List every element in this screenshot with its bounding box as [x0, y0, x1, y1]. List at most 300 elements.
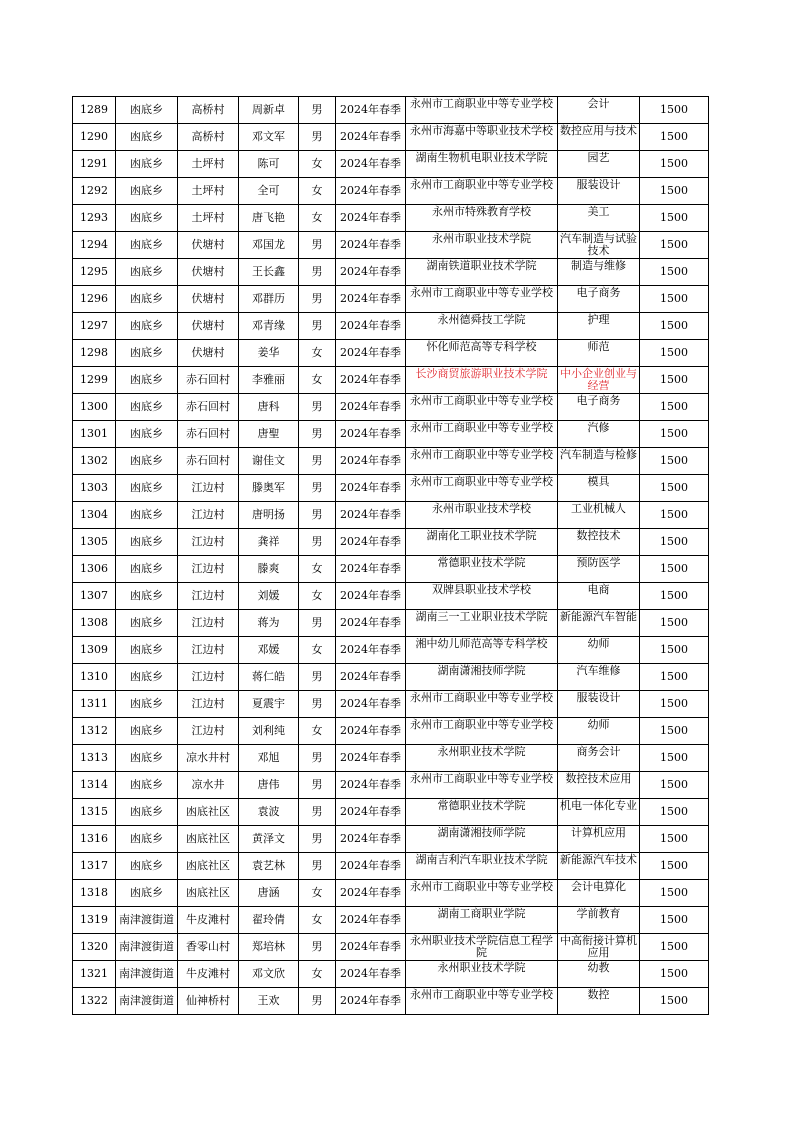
- amount-cell: 1500: [640, 124, 709, 151]
- village-cell: 凼底社区: [178, 880, 239, 907]
- amount-cell: 1500: [640, 961, 709, 988]
- major-cell: [558, 286, 640, 313]
- township-cell: 南津渡街道: [116, 934, 178, 961]
- major-text: 新能源汽车技术: [560, 853, 637, 866]
- table-row: [73, 529, 709, 556]
- school-cell: [406, 232, 558, 259]
- table-row: [73, 340, 709, 367]
- school-cell: [406, 880, 558, 907]
- school-text: 永州市工商职业中等专业学校: [410, 97, 553, 110]
- gender-cell: 男: [299, 664, 336, 691]
- major-text: 师范: [587, 340, 610, 353]
- student-name-cell: 邓旭: [239, 745, 299, 772]
- table-row: [73, 583, 709, 610]
- amount-cell: 1500: [640, 286, 709, 313]
- township-cell: 凼底乡: [116, 205, 178, 232]
- semester-cell: 2024年春季: [336, 691, 406, 718]
- township-cell: 凼底乡: [116, 529, 178, 556]
- school-cell: [406, 259, 558, 286]
- amount-cell: 1500: [640, 205, 709, 232]
- semester-cell: 2024年春季: [336, 556, 406, 583]
- student-name-cell: 李雅丽: [239, 367, 299, 394]
- school-text: 永州市工商职业中等专业学校: [410, 394, 553, 407]
- major-cell: [558, 853, 640, 880]
- major-text: 新能源汽车智能: [560, 610, 637, 623]
- semester-cell: 2024年春季: [336, 637, 406, 664]
- major-text: 数控应用与技术: [560, 124, 637, 137]
- school-text: 湖南潇湘技师学院: [437, 826, 526, 839]
- village-cell: 伏塘村: [178, 313, 239, 340]
- semester-cell: 2024年春季: [336, 529, 406, 556]
- table-row: [73, 772, 709, 799]
- major-cell: [558, 178, 640, 205]
- major-text: 会计电算化: [571, 880, 626, 893]
- semester-cell: 2024年春季: [336, 448, 406, 475]
- amount-cell: 1500: [640, 313, 709, 340]
- major-text: 服装设计: [576, 178, 621, 191]
- gender-cell: 男: [299, 313, 336, 340]
- major-cell: [558, 529, 640, 556]
- school-cell: [406, 718, 558, 745]
- township-cell: 凼底乡: [116, 502, 178, 529]
- gender-cell: 男: [299, 394, 336, 421]
- row-number-cell: 1316: [73, 826, 116, 853]
- major-text: 数控: [587, 988, 610, 1001]
- gender-cell: 男: [299, 286, 336, 313]
- major-cell: [558, 124, 640, 151]
- row-number-cell: 1317: [73, 853, 116, 880]
- major-text: 中小企业创业与经营: [560, 367, 637, 392]
- row-number-cell: 1290: [73, 124, 116, 151]
- school-cell: [406, 907, 558, 934]
- table-row: [73, 664, 709, 691]
- village-cell: 凼底社区: [178, 853, 239, 880]
- gender-cell: 男: [299, 934, 336, 961]
- student-name-cell: 蒋为: [239, 610, 299, 637]
- amount-cell: 1500: [640, 151, 709, 178]
- village-cell: 江边村: [178, 475, 239, 502]
- school-cell: [406, 637, 558, 664]
- semester-cell: 2024年春季: [336, 988, 406, 1015]
- gender-cell: 男: [299, 421, 336, 448]
- row-number-cell: 1299: [73, 367, 116, 394]
- row-number-cell: 1307: [73, 583, 116, 610]
- major-cell: [558, 394, 640, 421]
- table-row: [73, 745, 709, 772]
- school-text: 永州市职业技术学院: [432, 232, 531, 245]
- row-number-cell: 1311: [73, 691, 116, 718]
- school-cell: [406, 97, 558, 124]
- student-name-cell: 邓文欣: [239, 961, 299, 988]
- gender-cell: 男: [299, 502, 336, 529]
- village-cell: 江边村: [178, 664, 239, 691]
- school-text: 永州市工商职业中等专业学校: [410, 880, 553, 893]
- school-text: 湖南化工职业技术学院: [426, 529, 537, 542]
- village-cell: 江边村: [178, 691, 239, 718]
- major-cell: [558, 772, 640, 799]
- amount-cell: 1500: [640, 232, 709, 259]
- village-cell: 伏塘村: [178, 286, 239, 313]
- amount-cell: 1500: [640, 394, 709, 421]
- school-text: 永州市工商职业中等专业学校: [410, 772, 553, 785]
- gender-cell: 男: [299, 745, 336, 772]
- semester-cell: 2024年春季: [336, 421, 406, 448]
- township-cell: 凼底乡: [116, 826, 178, 853]
- gender-cell: 男: [299, 232, 336, 259]
- major-text: 机电一体化专业: [560, 799, 637, 812]
- major-cell: [558, 583, 640, 610]
- school-text: 永州市工商职业中等专业学校: [410, 691, 553, 704]
- major-text: 汽车制造与试验技术: [560, 232, 637, 257]
- semester-cell: 2024年春季: [336, 394, 406, 421]
- row-number-cell: 1318: [73, 880, 116, 907]
- township-cell: 凼底乡: [116, 664, 178, 691]
- table-row: [73, 637, 709, 664]
- student-name-cell: 王长鑫: [239, 259, 299, 286]
- township-cell: 凼底乡: [116, 97, 178, 124]
- gender-cell: 男: [299, 475, 336, 502]
- village-cell: 土坪村: [178, 151, 239, 178]
- major-text: 电子商务: [576, 394, 621, 407]
- school-cell: [406, 286, 558, 313]
- major-cell: [558, 961, 640, 988]
- semester-cell: 2024年春季: [336, 907, 406, 934]
- school-text: 永州市工商职业中等专业学校: [410, 448, 553, 461]
- village-cell: 赤石回村: [178, 394, 239, 421]
- row-number-cell: 1312: [73, 718, 116, 745]
- township-cell: 凼底乡: [116, 610, 178, 637]
- row-number-cell: 1305: [73, 529, 116, 556]
- semester-cell: 2024年春季: [336, 313, 406, 340]
- township-cell: 凼底乡: [116, 880, 178, 907]
- student-name-cell: 唐聖: [239, 421, 299, 448]
- table-row: [73, 988, 709, 1015]
- school-cell: [406, 448, 558, 475]
- amount-cell: 1500: [640, 475, 709, 502]
- village-cell: 牛皮滩村: [178, 961, 239, 988]
- school-cell: [406, 664, 558, 691]
- semester-cell: 2024年春季: [336, 583, 406, 610]
- student-name-cell: 邓国龙: [239, 232, 299, 259]
- village-cell: 土坪村: [178, 178, 239, 205]
- amount-cell: 1500: [640, 826, 709, 853]
- table-row: [73, 205, 709, 232]
- row-number-cell: 1304: [73, 502, 116, 529]
- township-cell: 凼底乡: [116, 151, 178, 178]
- village-cell: 高桥村: [178, 124, 239, 151]
- table-row: [73, 610, 709, 637]
- village-cell: 牛皮滩村: [178, 907, 239, 934]
- amount-cell: 1500: [640, 421, 709, 448]
- major-cell: [558, 664, 640, 691]
- village-cell: 江边村: [178, 529, 239, 556]
- township-cell: 凼底乡: [116, 718, 178, 745]
- amount-cell: 1500: [640, 772, 709, 799]
- amount-cell: 1500: [640, 502, 709, 529]
- school-text: 怀化师范高等专科学校: [426, 340, 537, 353]
- student-name-cell: 唐科: [239, 394, 299, 421]
- major-text: 数控技术应用: [565, 772, 632, 785]
- school-cell: [406, 583, 558, 610]
- student-name-cell: 唐涵: [239, 880, 299, 907]
- gender-cell: 男: [299, 691, 336, 718]
- major-text: 计算机应用: [571, 826, 626, 839]
- school-text: 永州市工商职业中等专业学校: [410, 421, 553, 434]
- student-name-cell: 夏震宇: [239, 691, 299, 718]
- school-text: 永州市工商职业中等专业学校: [410, 718, 553, 731]
- semester-cell: 2024年春季: [336, 826, 406, 853]
- row-number-cell: 1315: [73, 799, 116, 826]
- village-cell: 江边村: [178, 502, 239, 529]
- gender-cell: 男: [299, 448, 336, 475]
- semester-cell: 2024年春季: [336, 853, 406, 880]
- row-number-cell: 1295: [73, 259, 116, 286]
- major-cell: [558, 556, 640, 583]
- school-cell: [406, 475, 558, 502]
- school-text: 湖南吉利汽车职业技术学院: [415, 853, 548, 866]
- major-cell: [558, 205, 640, 232]
- row-number-cell: 1320: [73, 934, 116, 961]
- school-cell: [406, 151, 558, 178]
- student-name-cell: 翟玲倩: [239, 907, 299, 934]
- table-row: [73, 313, 709, 340]
- township-cell: 凼底乡: [116, 178, 178, 205]
- gender-cell: 男: [299, 988, 336, 1015]
- row-number-cell: 1306: [73, 556, 116, 583]
- amount-cell: 1500: [640, 934, 709, 961]
- school-text: 永州德舜技工学院: [437, 313, 526, 326]
- major-text: 数控技术: [576, 529, 621, 542]
- school-text: 永州市工商职业中等专业学校: [410, 286, 553, 299]
- major-cell: [558, 232, 640, 259]
- row-number-cell: 1310: [73, 664, 116, 691]
- township-cell: 凼底乡: [116, 340, 178, 367]
- student-name-cell: 龚祥: [239, 529, 299, 556]
- table-row: [73, 934, 709, 961]
- major-cell: [558, 826, 640, 853]
- major-text: 幼师: [587, 637, 610, 650]
- village-cell: 凼底社区: [178, 799, 239, 826]
- village-cell: 赤石回村: [178, 448, 239, 475]
- township-cell: 凼底乡: [116, 853, 178, 880]
- gender-cell: 女: [299, 367, 336, 394]
- table-row: [73, 475, 709, 502]
- amount-cell: 1500: [640, 610, 709, 637]
- major-text: 工业机械人: [571, 502, 626, 515]
- township-cell: 南津渡街道: [116, 988, 178, 1015]
- semester-cell: 2024年春季: [336, 178, 406, 205]
- student-name-cell: 蒋仁皓: [239, 664, 299, 691]
- table-row: [73, 97, 709, 124]
- amount-cell: 1500: [640, 340, 709, 367]
- row-number-cell: 1296: [73, 286, 116, 313]
- semester-cell: 2024年春季: [336, 934, 406, 961]
- student-name-cell: 陈可: [239, 151, 299, 178]
- major-text: 园艺: [587, 151, 610, 164]
- row-number-cell: 1289: [73, 97, 116, 124]
- amount-cell: 1500: [640, 718, 709, 745]
- student-name-cell: 王欢: [239, 988, 299, 1015]
- amount-cell: 1500: [640, 853, 709, 880]
- student-name-cell: 谢佳文: [239, 448, 299, 475]
- major-text: 幼教: [587, 961, 610, 974]
- major-text: 护理: [587, 313, 610, 326]
- village-cell: 江边村: [178, 637, 239, 664]
- school-text: 永州市特殊教育学校: [432, 205, 531, 218]
- table-row: [73, 853, 709, 880]
- school-text: 湖南工商职业学院: [437, 907, 526, 920]
- amount-cell: 1500: [640, 556, 709, 583]
- gender-cell: 女: [299, 718, 336, 745]
- major-text: 汽车维修: [576, 664, 621, 677]
- village-cell: 江边村: [178, 583, 239, 610]
- major-cell: [558, 475, 640, 502]
- major-text: 会计: [587, 97, 610, 110]
- major-text: 汽车制造与检修: [560, 448, 637, 461]
- semester-cell: 2024年春季: [336, 961, 406, 988]
- semester-cell: 2024年春季: [336, 502, 406, 529]
- school-text: 湖南三一工业职业技术学院: [415, 610, 548, 623]
- school-cell: [406, 961, 558, 988]
- village-cell: 赤石回村: [178, 367, 239, 394]
- township-cell: 凼底乡: [116, 583, 178, 610]
- major-cell: [558, 718, 640, 745]
- table-row: [73, 259, 709, 286]
- table-row: [73, 880, 709, 907]
- school-cell: [406, 313, 558, 340]
- table-row: [73, 151, 709, 178]
- row-number-cell: 1319: [73, 907, 116, 934]
- school-cell: [406, 772, 558, 799]
- major-text: 幼师: [587, 718, 610, 731]
- school-cell: [406, 691, 558, 718]
- table-row: [73, 232, 709, 259]
- township-cell: 南津渡街道: [116, 907, 178, 934]
- village-cell: 伏塘村: [178, 340, 239, 367]
- semester-cell: 2024年春季: [336, 205, 406, 232]
- township-cell: 凼底乡: [116, 421, 178, 448]
- major-text: 汽修: [587, 421, 610, 434]
- gender-cell: 男: [299, 826, 336, 853]
- row-number-cell: 1297: [73, 313, 116, 340]
- school-cell: [406, 745, 558, 772]
- gender-cell: 女: [299, 151, 336, 178]
- student-subsidy-table: [72, 96, 709, 1015]
- school-text: 永州市工商职业中等专业学校: [410, 988, 553, 1001]
- school-cell: [406, 934, 558, 961]
- school-cell: [406, 124, 558, 151]
- table-row: [73, 691, 709, 718]
- row-number-cell: 1309: [73, 637, 116, 664]
- township-cell: 凼底乡: [116, 313, 178, 340]
- semester-cell: 2024年春季: [336, 718, 406, 745]
- amount-cell: 1500: [640, 583, 709, 610]
- village-cell: 伏塘村: [178, 232, 239, 259]
- student-name-cell: 滕爽: [239, 556, 299, 583]
- major-text: 服装设计: [576, 691, 621, 704]
- table-row: [73, 718, 709, 745]
- village-cell: 凉水井: [178, 772, 239, 799]
- village-cell: 凉水井村: [178, 745, 239, 772]
- school-text: 湖南生物机电职业技术学院: [415, 151, 548, 164]
- major-cell: [558, 502, 640, 529]
- gender-cell: 女: [299, 880, 336, 907]
- table-row: [73, 448, 709, 475]
- amount-cell: 1500: [640, 448, 709, 475]
- semester-cell: 2024年春季: [336, 97, 406, 124]
- school-cell: [406, 826, 558, 853]
- amount-cell: 1500: [640, 745, 709, 772]
- major-cell: [558, 340, 640, 367]
- school-cell: [406, 853, 558, 880]
- school-text: 双牌县职业技术学校: [432, 583, 531, 596]
- amount-cell: 1500: [640, 637, 709, 664]
- semester-cell: 2024年春季: [336, 880, 406, 907]
- school-text: 湖南潇湘技师学院: [437, 664, 526, 677]
- gender-cell: 女: [299, 637, 336, 664]
- major-cell: [558, 151, 640, 178]
- school-cell: [406, 610, 558, 637]
- table-row: [73, 502, 709, 529]
- township-cell: 凼底乡: [116, 394, 178, 421]
- village-cell: 江边村: [178, 556, 239, 583]
- row-number-cell: 1308: [73, 610, 116, 637]
- village-cell: 高桥村: [178, 97, 239, 124]
- student-name-cell: 袁波: [239, 799, 299, 826]
- major-text: 预防医学: [576, 556, 621, 569]
- major-cell: [558, 880, 640, 907]
- gender-cell: 女: [299, 178, 336, 205]
- school-cell: [406, 205, 558, 232]
- table-row: [73, 421, 709, 448]
- school-text: 永州市工商职业中等专业学校: [410, 178, 553, 191]
- township-cell: 凼底乡: [116, 232, 178, 259]
- township-cell: 凼底乡: [116, 259, 178, 286]
- semester-cell: 2024年春季: [336, 259, 406, 286]
- student-name-cell: 袁艺林: [239, 853, 299, 880]
- township-cell: 凼底乡: [116, 637, 178, 664]
- amount-cell: 1500: [640, 691, 709, 718]
- student-name-cell: 郑培林: [239, 934, 299, 961]
- township-cell: 凼底乡: [116, 367, 178, 394]
- township-cell: 凼底乡: [116, 691, 178, 718]
- table-row: [73, 178, 709, 205]
- amount-cell: 1500: [640, 988, 709, 1015]
- table-row: [73, 124, 709, 151]
- amount-cell: 1500: [640, 907, 709, 934]
- township-cell: 凼底乡: [116, 745, 178, 772]
- row-number-cell: 1300: [73, 394, 116, 421]
- gender-cell: 女: [299, 556, 336, 583]
- table-row: [73, 799, 709, 826]
- school-text: 永州市职业技术学校: [432, 502, 531, 515]
- semester-cell: 2024年春季: [336, 151, 406, 178]
- row-number-cell: 1322: [73, 988, 116, 1015]
- major-cell: [558, 421, 640, 448]
- major-cell: [558, 934, 640, 961]
- amount-cell: 1500: [640, 529, 709, 556]
- amount-cell: 1500: [640, 259, 709, 286]
- semester-cell: 2024年春季: [336, 610, 406, 637]
- student-name-cell: 刘媛: [239, 583, 299, 610]
- school-cell: [406, 799, 558, 826]
- amount-cell: 1500: [640, 178, 709, 205]
- student-name-cell: 滕奥军: [239, 475, 299, 502]
- village-cell: 仙神桥村: [178, 988, 239, 1015]
- school-cell: [406, 556, 558, 583]
- major-text: 制造与维修: [571, 259, 626, 272]
- major-cell: [558, 745, 640, 772]
